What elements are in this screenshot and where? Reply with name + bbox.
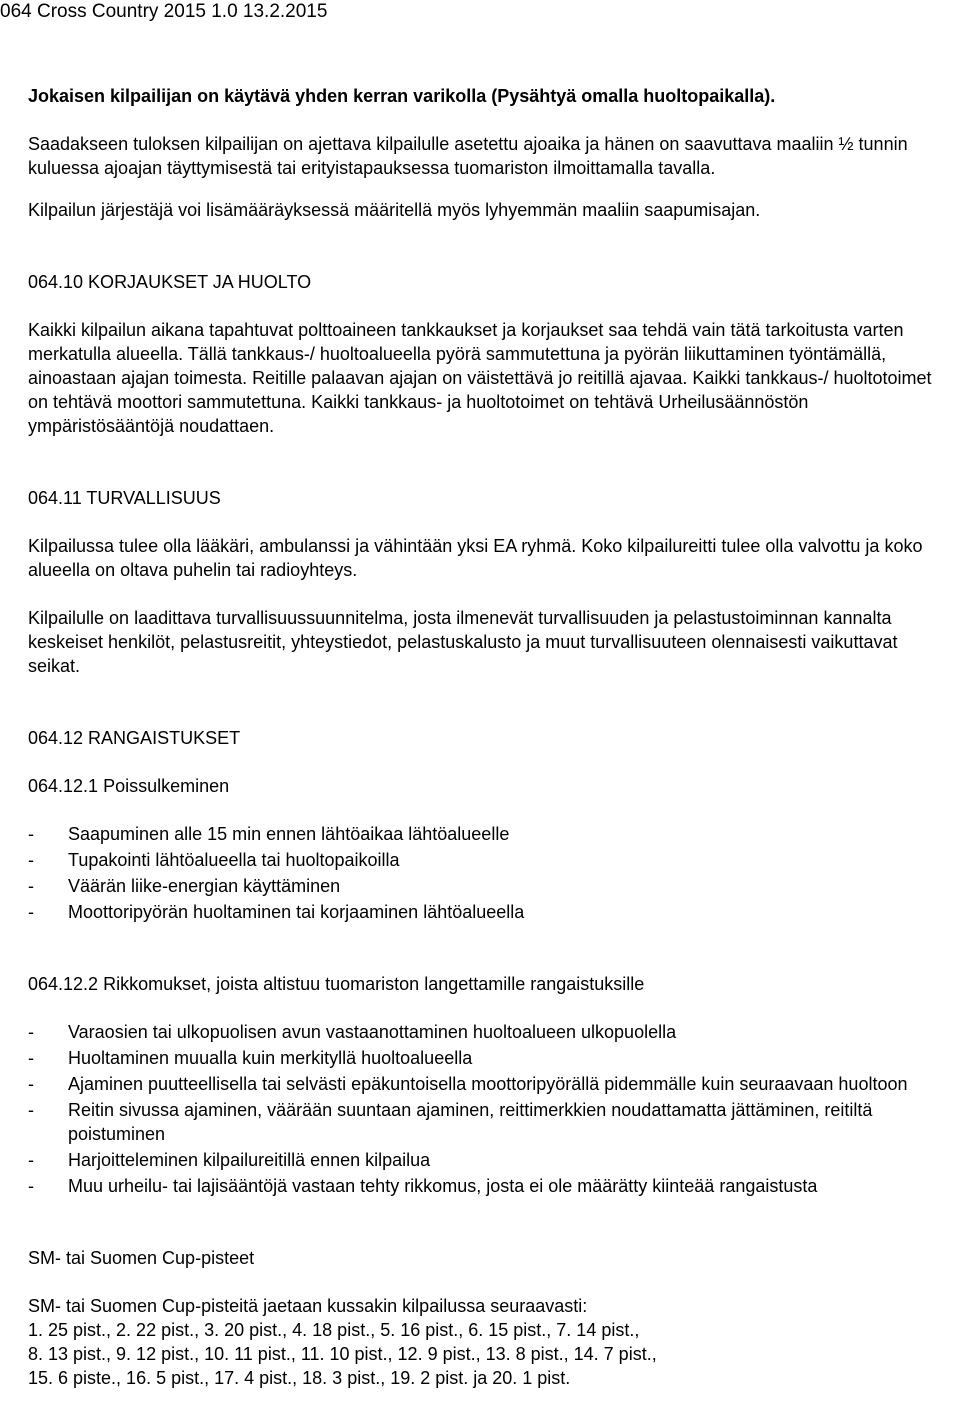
list-dash: -: [28, 850, 34, 870]
list-item: - Harjoitteleminen kilpailureitillä ennen kilpailua: [28, 1150, 431, 1170]
turvallisuus-paragraph-2: Kilpailulle on laadittava turvallisuussuunnitelma, josta ilmenevät turvallisuuden ja pelastustoiminnan kannalta keskeiset henkilöt, pelastusreitit, yhteystiedot, pelastuskalusto ja muut turvallisuuteen olennaisesti vaikuttavat seikat.: [28, 608, 898, 676]
list-item: - Huoltaminen muualla kuin merkityllä huoltoalueella: [28, 1048, 473, 1068]
section-heading-cup-pisteet: SM- tai Suomen Cup-pisteet: [28, 1248, 255, 1268]
pit-stop-rule: Jokaisen kilpailijan on käytävä yhden kerran varikolla (Pysähtyä omalla huoltopaikalla).: [28, 86, 776, 106]
list-item: - Varaosien tai ulkopuolisen avun vastaanottaminen huoltoalueen ulkopuolella: [28, 1022, 677, 1042]
list-dash: -: [28, 1048, 34, 1068]
list-dash: -: [28, 876, 34, 896]
section-heading-korjaukset: 064.10 KORJAUKSET JA HUOLTO: [28, 272, 312, 292]
section-heading-turvallisuus: 064.11 TURVALLISUUS: [28, 488, 221, 508]
document-body: [28, 84, 954, 1390]
list-item: - Muu urheilu- tai lajisääntöjä vastaan tehty rikkomus, josta ei ole määrätty kiinteää rangaistusta: [28, 1176, 818, 1196]
list-dash: -: [28, 902, 34, 922]
result-rule-paragraph: Saadakseen tuloksen kilpailijan on ajettava kilpailulle asetettu ajoaika ja hänen on saavuttava maaliin ½ tunnin kuluessa ajoajan täyttymisestä tai erityistapauksessa tuomariston ilmoittamalla tavalla.: [28, 134, 908, 178]
turvallisuus-paragraph-1: Kilpailussa tulee olla lääkäri, ambulanssi ja vähintään yksi EA ryhmä. Koko kilpailureitti tulee olla valvottu ja koko alueella on oltava puhelin tai radioyhteys.: [28, 536, 923, 580]
list-item: - Ajaminen puutteellisella tai selvästi epäkuntoisella moottoripyörällä pidemmälle kuin seuraavaan huoltoon: [28, 1074, 908, 1094]
list-dash: -: [28, 1100, 34, 1120]
list-item: - Saapuminen alle 15 min ennen lähtöaikaa lähtöalueelle: [28, 824, 510, 844]
page-header: 064 Cross Country 2015 1.0 13.2.2015: [0, 1, 328, 22]
list-item: - Tupakointi lähtöalueella tai huoltopaikoilla: [28, 850, 400, 870]
section-heading-rangaistukset: 064.12 RANGAISTUKSET: [28, 728, 241, 748]
list-dash: -: [28, 824, 34, 844]
list-item: - Väärän liike-energian käyttäminen: [28, 876, 341, 896]
finish-time-paragraph: Kilpailun järjestäjä voi lisämääräyksessä määritellä myös lyhyemmän maaliin saapumisajan.: [28, 200, 761, 220]
list-item: - Reitin sivussa ajaminen, väärään suuntaan ajaminen, reittimerkkien noudattamatta jättäminen, reitiltä poistuminen: [28, 1100, 873, 1144]
list-item: - Moottoripyörän huoltaminen tai korjaaminen lähtöalueella: [28, 902, 525, 922]
subsection-heading-rikkomukset: 064.12.2 Rikkomukset, joista altistuu tuomariston langettamille rangaistuksille: [28, 974, 645, 994]
rikkomukset-list: [28, 1020, 954, 1198]
list-dash: -: [28, 1150, 34, 1170]
cup-points-line-2: 8. 13 pist., 9. 12 pist., 10. 11 pist., 11. 10 pist., 12. 9 pist., 13. 8 pist., 14. 7 pist.,: [28, 1344, 657, 1364]
poissulkeminen-list: [28, 822, 954, 924]
subsection-heading-poissulkeminen: 064.12.1 Poissulkeminen: [28, 776, 230, 796]
list-dash: -: [28, 1074, 34, 1094]
cup-points-line-3: 15. 6 piste., 16. 5 pist., 17. 4 pist., 18. 3 pist., 19. 2 pist. ja 20. 1 pist.: [28, 1368, 571, 1388]
list-dash: -: [28, 1022, 34, 1042]
cup-intro: SM- tai Suomen Cup-pisteitä jaetaan kussakin kilpailussa seuraavasti:: [28, 1296, 588, 1316]
list-dash: -: [28, 1176, 34, 1196]
cup-points-line-1: 1. 25 pist., 2. 22 pist., 3. 20 pist., 4. 18 pist., 5. 16 pist., 6. 15 pist., 7. 14 pist.,: [28, 1320, 640, 1340]
korjaukset-paragraph: Kaikki kilpailun aikana tapahtuvat polttoaineen tankkaukset ja korjaukset saa tehdä vain tätä tarkoitusta varten merkatulla alueella. Tällä tankkaus-/ huoltoalueella pyörä sammutettuna ja pyörän liikuttaminen työntämällä, ainoastaan ajajan toimesta. Reitille palaavan ajajan on väistettävä jo reitillä ajavaa. Kaikki tankkaus-/ huoltotoimet on tehtävä moottori sammutettuna. Kaikki tankkaus- ja huoltotoimet on tehtävä Urheilusäännöstön ympäristösääntöjä noudattaen.: [28, 320, 932, 436]
